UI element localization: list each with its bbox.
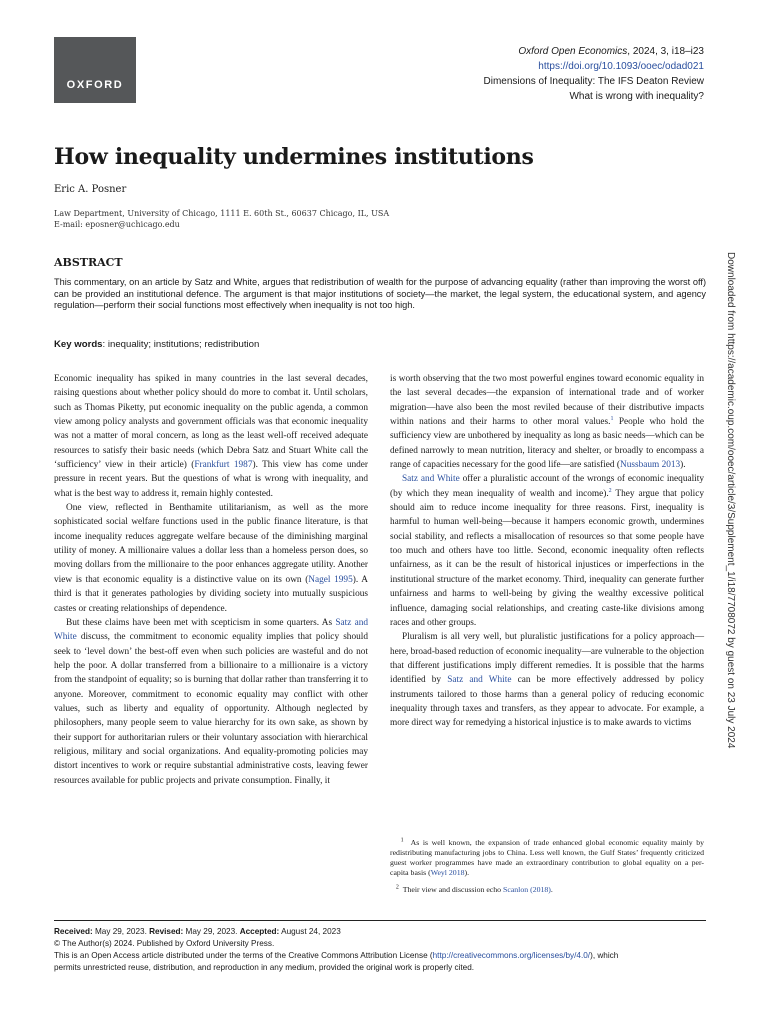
keywords-text: : inequality; institutions; redistribution xyxy=(102,339,260,350)
reference-link[interactable]: Satz and White xyxy=(54,617,368,643)
reference-link[interactable]: Weyl 2018 xyxy=(430,868,465,877)
license-link[interactable]: http://creativecommons.org/licenses/by/4.0/ xyxy=(432,951,591,960)
paragraph: One view, reflected in Benthamite utilitarianism, as well as the more sophisticated social welfare functions used in the public finance literature, is that income inequality reduces aggregate welfare because of the diminishing marginal utility of money. A millionaire values a dollar less than a homeless person does, so moving dollars from the millionaire to the poor enhances aggregate utility. Another view is that economic equality is a distinctive value on its own (Nagel 1995). A third is that it generates pathologies by dividing society into mutually suspicious castes or creating relationships of dependence. xyxy=(54,503,368,614)
reference-link[interactable]: Frankfurt 1987 xyxy=(194,460,253,471)
reference-link[interactable]: Nussbaum 2013 xyxy=(620,460,681,471)
reference-link[interactable]: Satz and White xyxy=(402,474,460,485)
citation: , 2024, 3, i18–i23 xyxy=(627,46,704,57)
affiliation: Law Department, University of Chicago, 1111 E. 60th St., 60637 Chicago, IL, USA xyxy=(54,209,390,218)
paragraph: Economic inequality has spiked in many countries in the last several decades, raising questions about whether policy should do more to combat it. Until scholars, such as Thomas Piketty, put economic inequality on the public agenda, a common view among policy analysts and government officials was that economic inequality was not a matter of moral concern, as long as the least well-off received adequate resources to satisfy their basic needs (which Debra Satz and Stuart White call the ‘sufficiency’ view in their article) (Frankfurt 1987). This view has come under pressure in recent years. But the questions of what is wrong with inequality, and what is the best way to address it, remain highly contested. xyxy=(54,374,369,499)
footer-divider xyxy=(54,920,706,921)
keywords xyxy=(54,339,259,350)
body-column-left xyxy=(54,372,368,788)
abstract-heading: ABSTRACT xyxy=(54,256,123,269)
oxford-logo xyxy=(54,37,136,103)
article-footer xyxy=(54,926,706,974)
reference-link[interactable]: Satz and White xyxy=(447,675,512,686)
logo-text: OXFORD xyxy=(66,79,124,91)
citation-line xyxy=(484,44,704,59)
footnote-marker[interactable]: 1 xyxy=(610,415,614,422)
history-dates: Received: May 29, 2023. Revised: May 29, 2023. Accepted: August 24, 2023 xyxy=(54,927,341,936)
footnote-marker[interactable]: 2 xyxy=(608,487,612,494)
paragraph: Pluralism is all very well, but pluralistic justifications for a policy approach—here, broad-based reduction of economic inequality—are vulnerable to the objection that different justifications imply different remedies. It is possible that the harms identified by Satz and White can be more effectively addressed by policy instruments tailored to those harms than a general policy of reducing economic inequality through taxes and transfers, as they appear to advocate. For example, a more direct way for remedying a historical injustice is to make awards to victims xyxy=(390,632,704,729)
footnote-number: 1 xyxy=(400,837,404,844)
download-watermark: Downloaded from https://academic.oup.com/ooec/article/3/Supplement_1/i18/7708072 by guest on 23 July 2024 xyxy=(725,252,736,749)
copyright: © The Author(s) 2024. Published by Oxford University Press. xyxy=(54,939,275,948)
author-name: Eric A. Posner xyxy=(54,184,127,195)
footnote-2: $^2$ Their view and discussion echo Scanlon (2018). xyxy=(395,884,553,894)
license: This is an Open Access article distributed under the terms of the Creative Commons Attribution License (http://creativecommons.org/licenses/by/4.0/), which xyxy=(54,951,619,960)
footnote-number: 2 xyxy=(395,884,399,891)
reference-link[interactable]: Scanlon (2018) xyxy=(503,885,551,894)
paragraph: But these claims have been met with scepticism in some quarters. As Satz and White discuss, the commitment to economic equality implies that policy should seek to ‘level down’ the best-off even when such policies are wasteful and do not help the poor. A dollar transferred from a billionaire to a millionaire is a victory from the standpoint of equality; so is burning that dollar rather than transferring it to anyone. Moreover, commitment to economic equality may conflict with other values, such as liberty and equality of opportunity. Although neglected by philosophers, many people seem to value hierarchy for its own sake, as shown by their support for authoritarian rulers or their voluntary association with hierarchical religious, military and social organizations. And equality-promoting policies may distort incentives to work or require substantial administrative costs, leaving fewer resources available for public projects and private consumption. Finally, it xyxy=(54,617,368,786)
paragraph: is worth observing that the two most powerful engines toward economic equality in the last several decades—the expansion of international trade and of worker migration—have also been the most reviled because of their distributive impacts within nations and their harms to other moral values.$^1$ People who hold the sufficiency view are unbothered by inequality as long as basic needs—which can be defined narrowly to mean nutrition, literacy and shelter, or broadly to encompass a range of capacities necessary for the good life—are satisfied (Nussbaum 2013). xyxy=(390,374,705,471)
series-title: Dimensions of Inequality: The IFS Deaton Review xyxy=(483,76,704,87)
article-title: How inequality undermines institutions xyxy=(54,144,534,170)
reference-link[interactable]: Nagel 1995 xyxy=(308,574,353,585)
subseries-title: What is wrong with inequality? xyxy=(569,91,704,102)
license-continued: permits unrestricted reuse, distribution, and reproduction in any medium, provided the original work is properly cited. xyxy=(54,963,475,972)
paragraph: Satz and White offer a pluralistic account of the wrongs of economic inequality (by which they mean inequality of wealth and income).$^2$ They argue that policy should aim to reduce income inequality for three reasons. First, inequality is harmful to human well-being—because it hampers economic growth, undermines social stability, and reflects a misallocation of resources so that some people have too much and others have too little. Second, economic inequality often reflects unfairness, as it can be the result of historical injustices or imperfections in the institutional structure of the market economy. Third, inequality can generate further unfairness and harms to well-being by giving the wealthy excessive political influence, damaging social relationships, and creating caste-like divisions among races and other groups. xyxy=(390,474,704,628)
body-column-right xyxy=(390,372,704,731)
author-email: E-mail: eposner@uchicago.edu xyxy=(54,220,180,229)
keywords-label: Key words xyxy=(54,339,103,350)
doi-link[interactable]: https://doi.org/10.1093/ooec/odad021 xyxy=(538,61,704,72)
footnote-1: $^1$ As is well known, the expansion of trade enhanced global economic equality mainly by redistributing manufacturing jobs to China. Less well known, the Gulf States’ frequently criticized guest worker programmes have made an extraordinary contribution to global equality on a per-capita basis (Weyl 2018). xyxy=(390,837,704,877)
author-affiliation xyxy=(54,208,389,230)
abstract-text: This commentary, on an article by Satz and White, argues that redistribution of wealth for the purpose of advancing equality (rather than improving the worst off) can be provided an institutional defence. The argument is that major institutions of society—the market, the legal system, the educational system, and agency regulation—perform their social functions most effectively when inequality is not too high. xyxy=(54,277,706,310)
journal-meta xyxy=(484,44,704,104)
journal-name: Oxford Open Economics xyxy=(518,46,628,57)
